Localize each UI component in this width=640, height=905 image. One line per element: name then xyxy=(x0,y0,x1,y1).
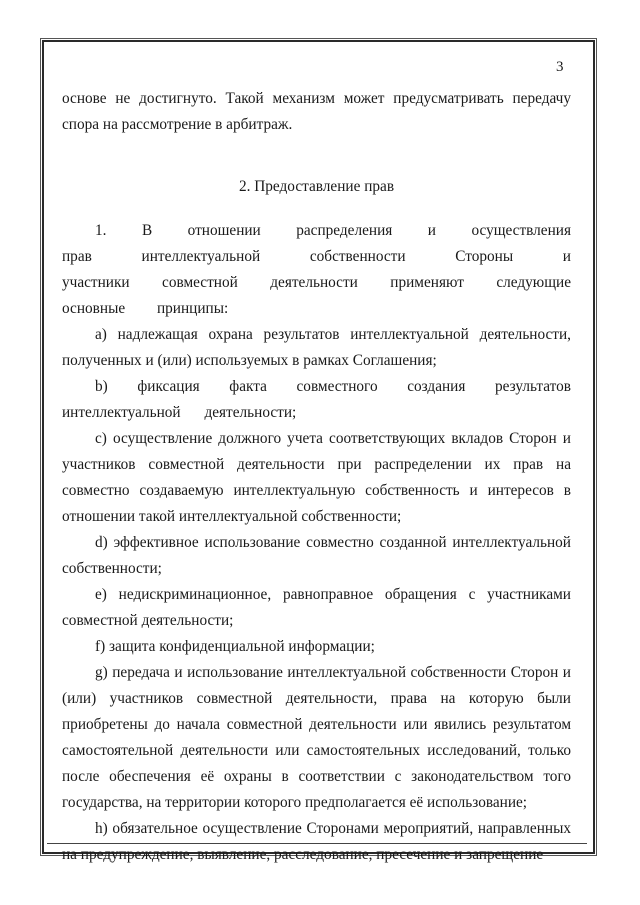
list-item-c: c) осуществление должного учета соответствующих вкладов Сторон и участников совместной деятельности при распределении их прав на совместно создаваемую интеллектуальную собственность и интересов в отношении такой интеллектуальной собственности; xyxy=(62,430,571,525)
list-item-b: b) фиксация факта совместного создания результатов интеллектуальной деятельности; xyxy=(62,378,571,421)
intro-paragraph: основе не достигнуто. Такой механизм может предусматривать передачу спора на рассмотрение в арбитраж. xyxy=(62,90,571,133)
document-body xyxy=(62,86,571,868)
list-item-g: g) передача и использование интеллектуальной собственности Сторон и (или) участников совместной деятельности, права на которую были приобретены до начала совместной деятельности или явились результатом самостоятельной деятельности или самостоятельных исследований, только после обеспечения её охраны в соответствии с законодательством того государства, на территории которого предполагается её использование; xyxy=(62,664,571,811)
list-item-f: f) защита конфиденциальной информации; xyxy=(95,638,375,655)
list-item-d: d) эффективное использование совместно созданной интеллектуальной собственности; xyxy=(62,534,571,577)
list-item-h: h) обязательное осуществление Сторонами мероприятий, направленных на предупреждение, выявление, расследование, пресечение и запрещение xyxy=(62,820,571,863)
clause-1-paragraph: 1. В отношении распределения и осуществления прав интеллектуальной собственности Стороны и участники совместной деятельности применяют следующие основные принципы: xyxy=(62,222,571,317)
section-title: 2. Предоставление прав xyxy=(238,178,395,195)
list-item-e: e) недискриминационное, равноправное обращения с участниками совместной деятельности; xyxy=(62,586,571,629)
list-item-a: a) надлежащая охрана результатов интеллектуальной деятельности, полученных и (или) используемых в рамках Соглашения; xyxy=(62,326,571,369)
page-number: 3 xyxy=(556,59,564,75)
